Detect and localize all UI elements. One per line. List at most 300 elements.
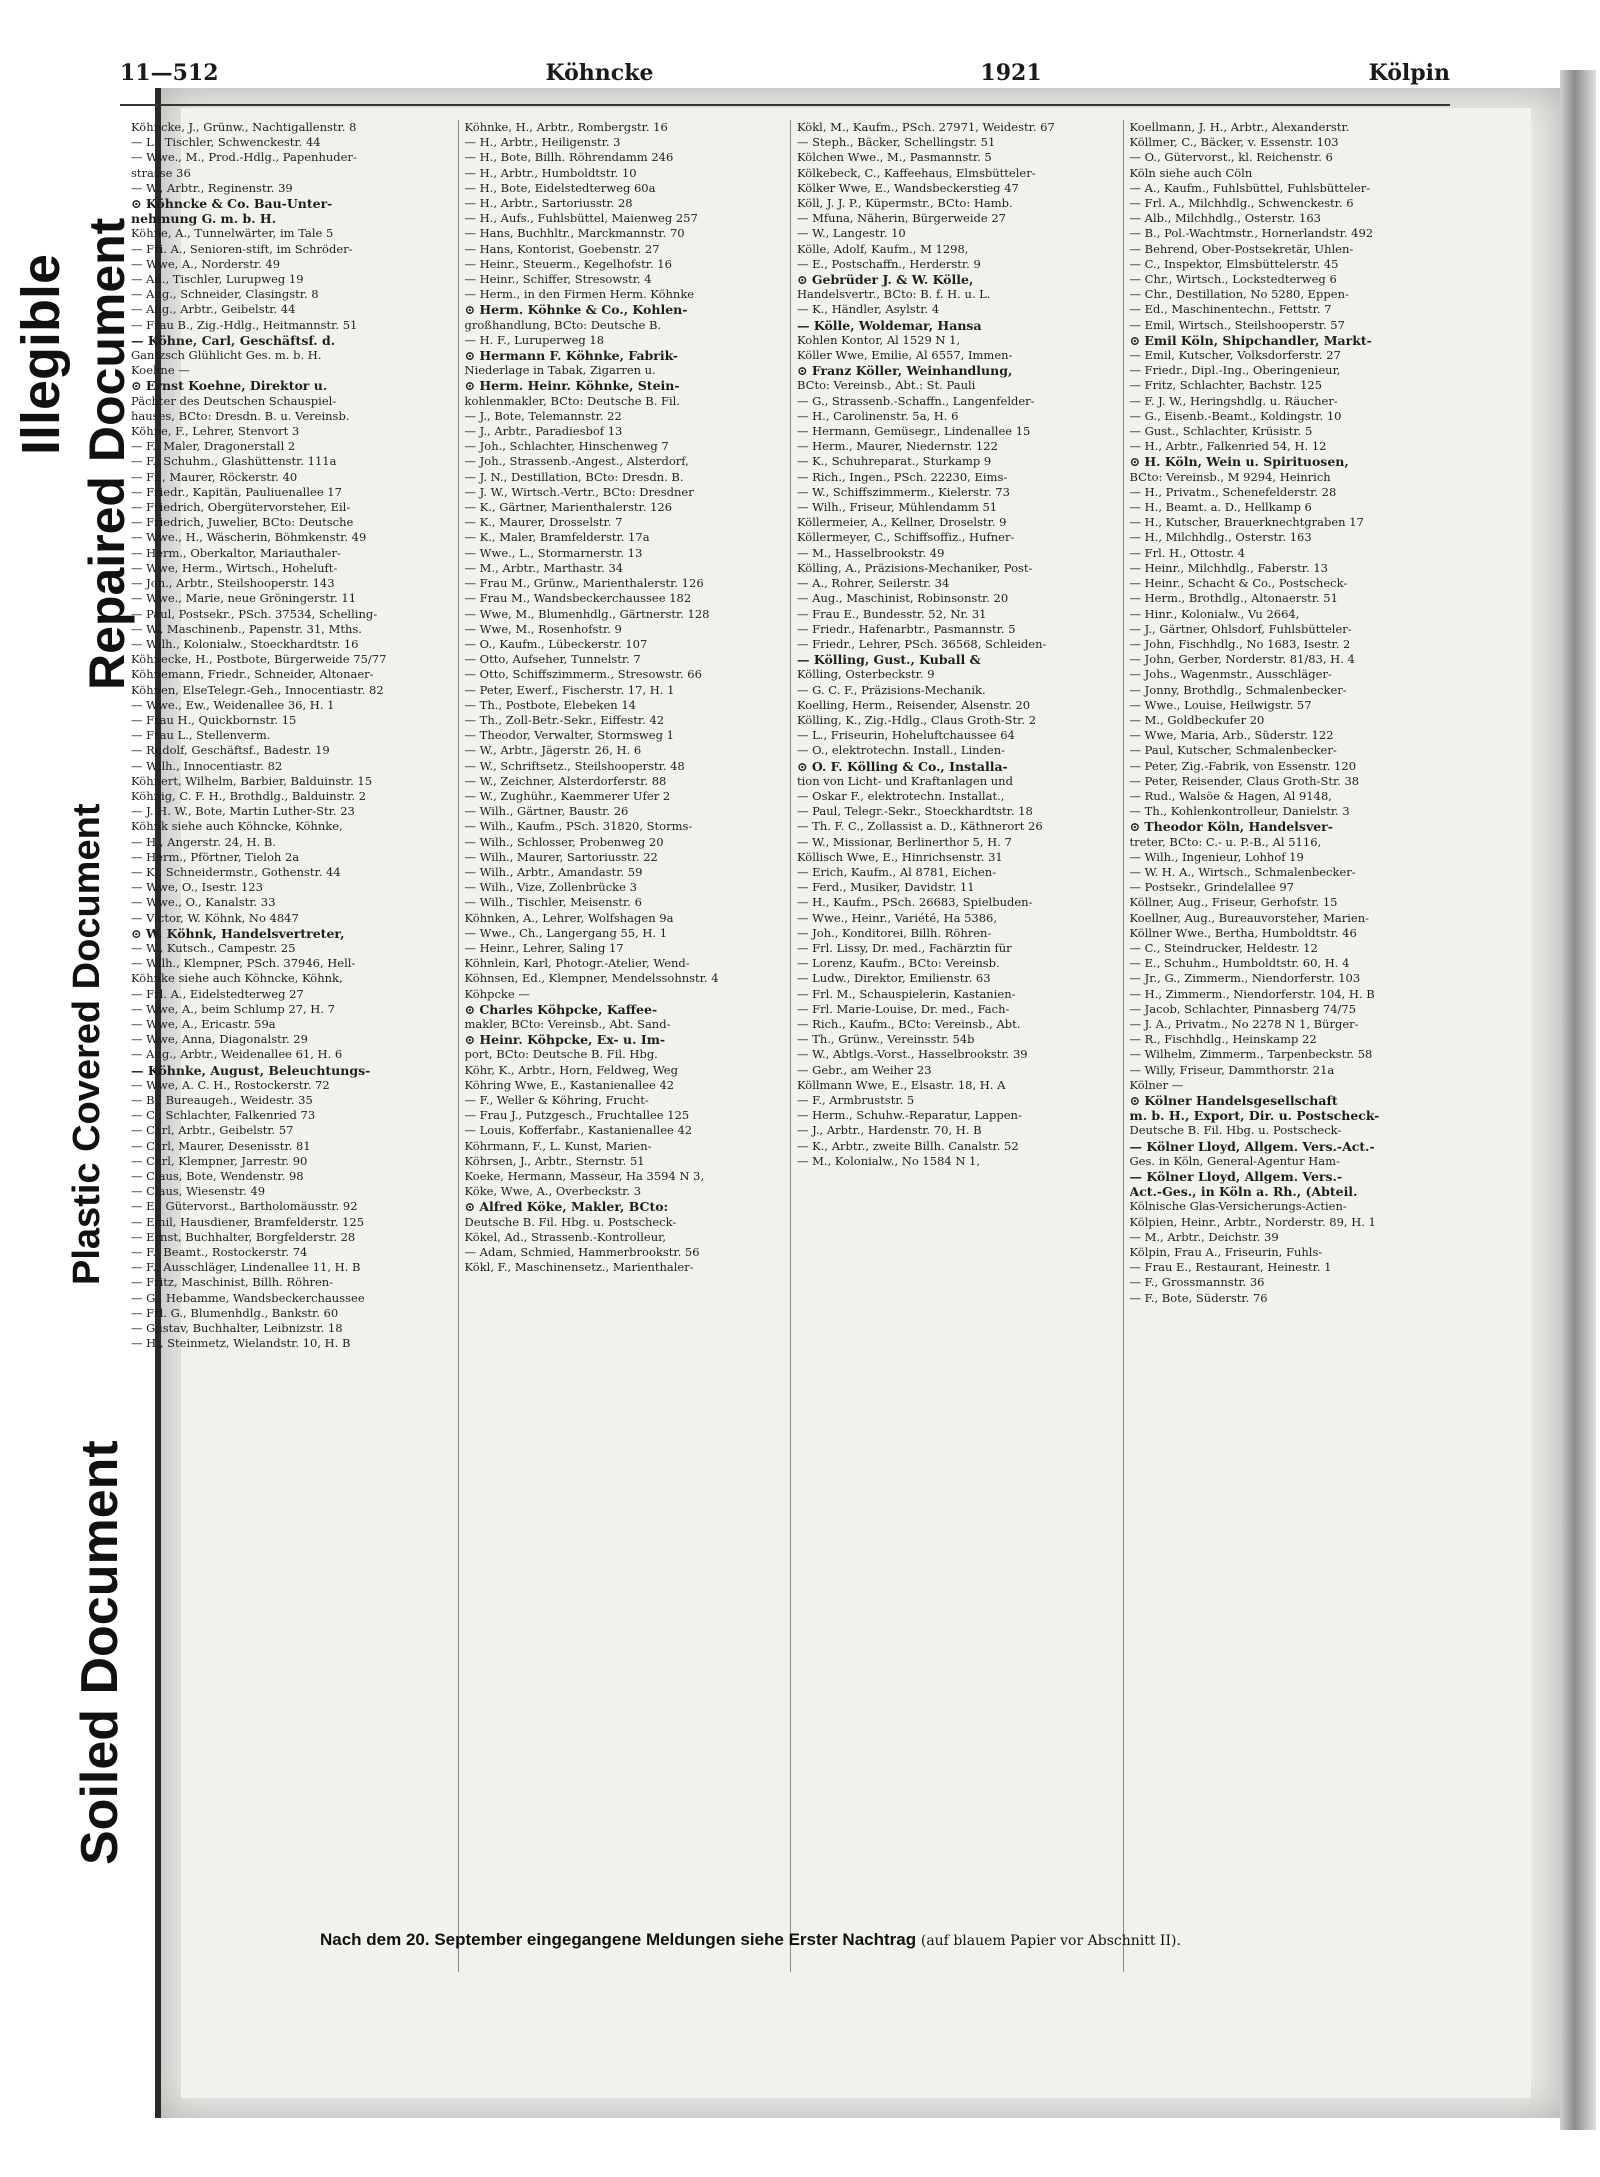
directory-entry: — H., Bote, Eidelstedterweg 60a [464,180,656,195]
directory-entry: — Johs., Wagenmstr., Ausschläger- [1129,667,1332,682]
directory-entry: ⊙ Alfred Köke, Makler, BCto: [464,1199,669,1215]
directory-entry: — Frl. H., Ottostr. 4 [1129,545,1246,560]
directory-entry: — W., Arbtr., Jägerstr. 26, H. 6 [464,743,642,758]
directory-entry: — Fritz, Maschinist, Billh. Röhren- [131,1275,334,1290]
head-right-word: Kölpin [1368,60,1450,86]
directory-entry: — Alb., Milchhdlg., Osterstr. 163 [1129,211,1321,226]
directory-entry: Köhr, K., Arbtr., Horn, Feldweg, Weg [464,1062,678,1077]
directory-entry: — Aug., Maschinist, Robinsonstr. 20 [797,591,1009,606]
directory-column-4 [1123,120,1446,1972]
directory-entry: — H., Arbtr., Falkenried 54, H. 12 [1129,439,1327,454]
directory-entry: Köll, J. J. P., Küpermstr., BCto: Hamb. [797,196,1013,211]
directory-entry: Köllermeyer, C., Schiffsoffiz., Hufner- [797,530,1015,545]
directory-entry: — Rich., Ingen., PSch. 22230, Eims- [797,469,1008,484]
directory-entry: — Postsekr., Grindelallee 97 [1129,880,1294,895]
directory-entry: — Carl, Klempner, Jarrestr. 90 [131,1153,308,1168]
directory-entry: ⊙ Theodor Köln, Handelsver- [1129,819,1333,835]
directory-entry: Köke, Wwe, A., Overbeckstr. 3 [464,1184,642,1199]
directory-entry: Handelsvertr., BCto: B. f. H. u. L. [797,287,991,302]
directory-entry: Köhne, F., Lehrer, Stenvort 3 [131,424,300,439]
directory-entry: — H., Arbtr., Humboldtstr. 10 [464,165,637,180]
directory-entry: — Wwe, A., Norderstr. 49 [131,256,281,271]
directory-entry: — Aug., Schneider, Clasingstr. 8 [131,287,319,302]
directory-entry: — J. A., Privatm., No 2278 N 1, Bürger- [1129,1016,1359,1031]
directory-entry: — F., Bote, Süderstr. 76 [1129,1290,1268,1305]
directory-entry: — Ludw., Direktor, Emilienstr. 63 [797,971,991,986]
directory-entry: — Frau E., Bundesstr. 52, Nr. 31 [797,606,987,621]
label-plastic-covered-document: Plastic Covered Document [66,803,108,1285]
directory-entry: — Oskar F., elektrotechn. Installat., [797,788,1005,803]
directory-entry: Gantzsch Glühlicht Ges. m. b. H. [131,348,322,363]
directory-entry: Köhrmann, F., L. Kunst, Marien- [464,1138,652,1153]
directory-entry: Köllermeier, A., Kellner, Droselstr. 9 [797,515,1007,530]
book-edge [1560,70,1596,2130]
directory-entry: — H., Milchhdlg., Osterstr. 163 [1129,530,1312,545]
directory-entry: — Gustav, Buchhalter, Leibnizstr. 18 [131,1321,343,1336]
directory-entry: Köhnke, H., Arbtr., Rombergstr. 16 [464,120,668,134]
directory-entry: — Chr., Destillation, No 5280, Eppen- [1129,287,1349,302]
directory-entry: Kölker Wwe, E., Wandsbeckerstieg 47 [797,180,1019,195]
directory-entry: — W., Arbtr., Reginenstr. 39 [131,180,293,195]
directory-entry: — F., Weller & Köhring, Frucht- [464,1093,649,1107]
directory-entry: — Frau B., Zig.-Hdlg., Heitmannstr. 51 [131,317,358,332]
directory-entry: — John, Gerber, Norderstr. 81/83, H. 4 [1129,652,1355,667]
directory-entry: — H., Steinmetz, Wielandstr. 10, H. B [131,1336,351,1351]
directory-entry: ⊙ Gebrüder J. & W. Kölle, [797,272,974,288]
directory-entry: — Aug., Arbtr., Weidenallee 61, H. 6 [131,1047,343,1062]
directory-entry: — F., Ausschläger, Lindenallee 11, H. B [131,1260,361,1275]
directory-entry: Ges. in Köln, General-Agentur Ham- [1129,1153,1340,1168]
directory-entry: Koeke, Hermann, Masseur, Ha 3594 N 3, [464,1169,705,1184]
directory-entry: — Friedr., Dipl.-Ing., Oberingenieur, [1129,363,1341,378]
directory-entry: — Wwe, O., Isestr. 123 [131,880,263,895]
directory-entry: — Adam, Schmied, Hammerbrookstr. 56 [464,1245,700,1260]
directory-entry: Köllisch Wwe, E., Hinrichsenstr. 31 [797,849,1003,864]
directory-entry: — L., Tischler, Schwenckestr. 44 [131,135,321,150]
directory-entry: — W., Maschinenb., Papenstr. 31, Mths. [131,621,362,636]
directory-entry: — Kölle, Woldemar, Hansa [797,317,982,333]
directory-entry: m. b. H., Export, Dir. u. Postscheck- [1129,1108,1380,1124]
directory-entry: — Lorenz, Kaufm., BCto: Vereinsb. [797,956,1000,971]
directory-entry: — Frau H., Quickbornstr. 15 [131,712,297,727]
directory-entry: — Hans, Buchhltr., Marckmannstr. 70 [464,226,685,241]
directory-entry: — Wilh., Maurer, Sartoriusstr. 22 [464,849,658,864]
directory-entry: — W., Kutsch., Campestr. 25 [131,940,296,955]
directory-entry: — H., Zimmerm., Niendorferstr. 104, H. B [1129,986,1375,1001]
head-left-word: Köhncke [545,60,654,86]
directory-entry: — Wilh., Ingenieur, Lohhof 19 [1129,849,1304,864]
directory-entry: Kohlen Kontor, Al 1529 N 1, [797,332,961,347]
directory-entry: — Hans, Kontorist, Goebenstr. 27 [464,241,660,256]
directory-entry: Köhring Wwe, E., Kastanienallee 42 [464,1077,675,1092]
directory-entry: — M., Kolonialw., No 1584 N 1, [797,1153,981,1168]
directory-entry: — Peter, Reisender, Claus Groth-Str. 38 [1129,773,1360,788]
directory-entry: — Peter, Zig.-Fabrik, von Essenstr. 120 [1129,758,1357,773]
directory-entry: — Frl. A., Eidelstedterweg 27 [131,986,304,1001]
directory-entry: Kölling, A., Präzisions-Mechaniker, Post- [797,560,1033,575]
directory-entry: — E., Postschaffn., Herderstr. 9 [797,256,981,271]
directory-entry: — Carl, Arbtr., Geibelstr. 57 [131,1123,294,1138]
directory-entry: — Herm., Maurer, Niedernstr. 122 [797,439,998,454]
directory-entry: ⊙ Köhncke & Co. Bau-Unter- [131,196,333,212]
directory-entry: — B., Pol.-Wachtmstr., Hornerlandstr. 492 [1129,226,1374,241]
directory-columns [125,120,1445,1972]
directory-column-1 [125,120,448,1972]
directory-entry: — J. W., Wirtsch.-Vertr., BCto: Dresdner [464,484,694,499]
directory-entry: — Kölner Lloyd, Allgem. Vers.- [1129,1169,1343,1185]
directory-entry: — M., Hasselbrookstr. 49 [797,545,945,560]
directory-entry: port, BCto: Deutsche B. Fil. Hbg. [464,1047,658,1062]
directory-entry: — G., Hebamme, Wandsbeckerchaussee [131,1290,365,1305]
directory-entry: Kölling, K., Zig.-Hdlg., Claus Groth-Str. 2 [797,712,1037,727]
directory-entry: Köhnert, Wilhelm, Barbier, Balduinstr. 15 [131,773,373,788]
directory-entry: — Wilhelm, Zimmerm., Tarpenbeckstr. 58 [1129,1047,1373,1062]
directory-entry: — W., Abtlgs.-Vorst., Hasselbrookstr. 39 [797,1047,1028,1062]
directory-entry: — Friedrich, Obergütervorsteher, Eil- [131,500,351,515]
directory-entry: Köhnke siehe auch Köhncke, Köhnk, [131,971,343,986]
directory-entry: — Th., Postbote, Elebeken 14 [464,697,636,712]
directory-entry: — Emil, Hausdiener, Bramfelderstr. 125 [131,1214,365,1229]
directory-entry: — Frl. A., Milchhdlg., Schwenckestr. 6 [1129,196,1354,211]
directory-entry: — Friedr., Hafenarbtr., Pasmannstr. 5 [797,621,1016,636]
directory-entry: — H., Beamt. a. D., Hellkamp 6 [1129,500,1312,515]
directory-entry: BCto: Vereinsb., M 9294, Heinrich [1129,469,1331,484]
directory-entry: — J., Arbtr., Paradiesbof 13 [464,424,623,439]
directory-entry: Köllner, Aug., Friseur, Gerhofstr. 15 [1129,895,1338,910]
directory-entry: — K., Schuhreparat., Sturkamp 9 [797,454,992,469]
directory-entry: BCto: Vereinsb., Abt.: St. Pauli [797,378,976,393]
directory-entry: — Wwe, M., Rosenhofstr. 9 [464,621,622,636]
directory-entry: — Joh., Schlachter, Hinschenweg 7 [464,439,669,454]
directory-entry: — Erich, Kaufm., Al 8781, Eichen- [797,864,997,879]
directory-entry: — C., Schlachter, Falkenried 73 [131,1108,316,1123]
directory-entry: ⊙ Hermann F. Köhnke, Fabrik- [464,348,678,364]
directory-entry: Koellmann, J. H., Arbtr., Alexanderstr. [1129,120,1350,134]
directory-entry: ⊙ Franz Köller, Weinhandlung, [797,363,1013,379]
directory-entry: — H. F., Luruperweg 18 [464,332,605,347]
directory-entry: — Emil, Wirtsch., Steilshooperstr. 57 [1129,317,1345,332]
directory-entry: — Herm., in den Firmen Herm. Köhnke [464,287,695,302]
directory-entry: — Heinr., Steuerm., Kegelhofstr. 16 [464,256,672,271]
directory-entry: — Wwe., Ch., Langergang 55, H. 1 [464,925,668,940]
directory-entry: strasse 36 [131,165,191,180]
directory-entry: Köhncke, J., Grünw., Nachtigallenstr. 8 [131,120,357,134]
directory-entry: ⊙ Ernst Koehne, Direktor u. [131,378,328,394]
directory-entry: — F., Grossmannstr. 36 [1129,1275,1265,1290]
directory-entry: — Wilh., Kaufm., PSch. 31820, Storms- [464,819,693,834]
directory-entry: — Wwe., Louise, Heilwigstr. 57 [1129,697,1312,712]
directory-entry: Kölle, Adolf, Kaufm., M 1298, [797,241,969,256]
directory-entry: — H., Carolinenstr. 5a, H. 6 [797,408,959,423]
directory-entry: — F., Maler, Dragonerstall 2 [131,439,296,454]
directory-entry: — Wilh., Arbtr., Amandastr. 59 [464,864,643,879]
directory-entry: Koehne — [131,363,190,378]
directory-entry: Kölchen Wwe., M., Pasmannstr. 5 [797,150,992,165]
directory-entry: — M., Arbtr., Marthastr. 34 [464,560,624,575]
directory-entry: — Wilh., Gärtner, Baustr. 26 [464,804,629,819]
directory-entry: Köllner Wwe., Bertha, Humboldtstr. 46 [1129,925,1357,940]
directory-entry: — Paul, Telegr.-Sekr., Stoeckhardtstr. 18 [797,804,1033,819]
directory-entry: — A., Kaufm., Fuhlsbüttel, Fuhlsbütteler- [1129,180,1371,195]
directory-entry: Köhnken, A., Lehrer, Wolfshagen 9a [464,910,674,925]
directory-entry: makler, BCto: Vereinsb., Abt. Sand- [464,1016,671,1031]
directory-entry: — F. J. W., Heringshdlg. u. Räucher- [1129,393,1338,408]
directory-entry: — A., Rohrer, Seilerstr. 34 [797,576,950,591]
label-repaired-document: Repaired Document [79,217,135,690]
directory-entry: — Wwe, A. C. H., Rostockerstr. 72 [131,1077,330,1092]
directory-entry: Kölner — [1129,1077,1184,1092]
directory-entry: — Wwe., Heinr., Variété, Ha 5386, [797,910,997,925]
directory-entry: — Th., Zoll-Betr.-Sekr., Eiffestr. 42 [464,712,665,727]
directory-entry: — Wwe, Anna, Diagonalstr. 29 [131,1032,308,1047]
directory-entry: — Frl. G., Blumenhdlg., Bankstr. 60 [131,1305,339,1320]
directory-entry: — J., Bote, Telemannstr. 22 [464,408,622,423]
directory-entry: — Heinr., Milchhdlg., Faberstr. 13 [1129,560,1328,575]
directory-entry: — Th. F. C., Zollassist a. D., Käthnerort 26 [797,819,1043,834]
directory-entry: ⊙ Charles Köhpcke, Kaffee- [464,1001,658,1017]
directory-entry: — Herm., Oberkaltor, Mariauthaler- [131,545,341,560]
directory-entry: — Wwe, M., Blumenhdlg., Gärtnerstr. 128 [464,606,710,621]
directory-entry: großhandlung, BCto: Deutsche B. [464,317,662,332]
directory-entry: — Friedr., Lehrer, PSch. 36568, Schleiden- [797,636,1047,651]
directory-entry: — Fri. A., Senioren-stift, im Schröder- [131,241,353,256]
directory-entry: — Frau M., Grünw., Marienthalerstr. 126 [464,576,704,591]
directory-entry: — W., Schiffszimmerm., Kielerstr. 73 [797,484,1010,499]
directory-column-2 [458,120,781,1972]
directory-entry: — F., Schuhm., Glashüttenstr. 111a [131,454,337,469]
directory-entry: — Behrend, Ober-Postsekretär, Uhlen- [1129,241,1354,256]
directory-entry: ⊙ H. Köln, Wein u. Spirituosen, [1129,454,1349,470]
directory-entry: — K., Maler, Bramfelderstr. 17a [464,530,650,545]
label-soiled-document: Soiled Document [71,1440,129,1865]
directory-entry: — Heinr., Lehrer, Saling 17 [464,940,624,955]
directory-entry: — E., Schuhm., Humboldtstr. 60, H. 4 [1129,956,1350,971]
directory-entry: — Wwe., O., Kanalstr. 33 [131,895,276,910]
head-year: 1921 [980,60,1042,86]
directory-entry: — Otto, Aufseher, Tunnelstr. 7 [464,652,641,667]
directory-entry: — John, Fischhdlg., No 1683, Isestr. 2 [1129,636,1351,651]
directory-entry: — Joh., Arbtr., Steilshooperstr. 143 [131,576,335,591]
directory-entry: — H., Privatm., Schenefelderstr. 28 [1129,484,1337,499]
directory-entry: — Th., Grünw., Vereinsstr. 54b [797,1032,975,1047]
directory-entry: — H., Arbtr., Sartoriusstr. 28 [464,196,633,211]
directory-entry: — H., Bote, Billh. Röhrendamm 246 [464,150,674,165]
directory-entry: — G., Eisenb.-Beamt., Koldingstr. 10 [1129,408,1342,423]
directory-entry: — F., Armbruststr. 5 [797,1093,915,1107]
directory-entry: — O., Gütervorst., kl. Reichenstr. 6 [1129,150,1333,165]
directory-entry: Niederlage in Tabak, Zigarren u. [464,363,656,378]
directory-entry: — W., Schriftsetz., Steilshooperstr. 48 [464,758,685,773]
directory-entry: Köllmer, C., Bäcker, v. Essenstr. 103 [1129,135,1339,150]
directory-entry: — Wwe, Maria, Arb., Süderstr. 122 [1129,728,1334,743]
directory-entry: — Jonny, Brothdlg., Schmalenbecker- [1129,682,1347,697]
directory-entry: — Fritz, Schlachter, Bachstr. 125 [1129,378,1323,393]
footer-note [320,1930,1181,1950]
directory-entry: — W., Zeichner, Alsterdorferstr. 88 [464,773,667,788]
directory-entry: — Wilh., Kolonialw., Stoeckhardtstr. 16 [131,636,359,651]
directory-entry: — Wilh., Innocentiastr. 82 [131,758,283,773]
directory-entry: — Köhnke, August, Beleuchtungs- [131,1062,371,1078]
directory-entry: treter, BCto: C.- u. P.-B., Al 5116, [1129,834,1322,849]
directory-entry: — H., Kaufm., PSch. 26683, Spielbuden- [797,895,1033,910]
directory-entry: — H., Angerstr. 24, H. B. [131,834,276,849]
directory-entry: — Ferd., Musiker, Davidstr. 11 [797,880,975,895]
directory-entry: — Louis, Kofferfabr., Kastanienallee 42 [464,1123,693,1138]
directory-entry: Köhnk siehe auch Köhncke, Köhnke, [131,819,343,834]
directory-entry: — G. C. F., Präzisions-Mechanik. [797,682,986,697]
directory-entry: — Theodor, Verwalter, Stormsweg 1 [464,728,674,743]
directory-entry: — C., Inspektor, Elmsbüttelerstr. 45 [1129,256,1339,271]
directory-entry: ⊙ Heinr. Köhpcke, Ex- u. Im- [464,1032,666,1048]
directory-entry: — Wwe., Ew., Weidenallee 36, H. 1 [131,697,335,712]
directory-entry: Köhne, A., Tunnelwärter, im Tale 5 [131,226,334,241]
directory-entry: nehmung G. m. b. H. [131,211,277,227]
directory-entry: — H., Kutscher, Brauerknechtgraben 17 [1129,515,1364,530]
directory-entry: Köln siehe auch Cöln [1129,165,1253,180]
directory-entry: — Jr., G., Zimmerm., Niendorferstr. 103 [1129,971,1361,986]
directory-entry: Köhnecke, H., Postbote, Bürgerweide 75/77 [131,652,387,667]
directory-entry: Köhnig, C. F. H., Brothdlg., Balduinstr. 2 [131,788,367,803]
directory-entry: Köllmann Wwe, E., Elsastr. 18, H. A [797,1077,1006,1092]
directory-entry: — Frau J., Putzgesch., Fruchtallee 125 [464,1108,690,1123]
running-head [120,60,1450,106]
directory-entry: Kölnische Glas-Versicherungs-Actien- [1129,1199,1347,1214]
directory-entry: — W., Zughühr., Kaemmerer Ufer 2 [464,788,671,803]
directory-entry: — Ed., Maschinentechn., Fettstr. 7 [1129,302,1332,317]
directory-entry: Köhrsen, J., Arbtr., Sternstr. 51 [464,1153,645,1168]
directory-entry: — B., Bureaugeh., Weidestr. 35 [131,1093,313,1107]
directory-entry: — Frau M., Wandsbeckerchaussee 182 [464,591,692,606]
directory-entry: ⊙ Herm. Heinr. Köhnke, Stein- [464,378,680,394]
directory-entry: — Wilh., Klempner, PSch. 37946, Hell- [131,956,356,971]
directory-entry: — Mfuna, Näherin, Bürgerweide 27 [797,211,1006,226]
directory-entry: — Heinr., Schacht & Co., Postscheck- [1129,576,1348,591]
directory-entry: Köhnen, ElseTelegr.-Geh., Innocentiastr. 82 [131,682,384,697]
directory-entry: — O., elektrotechn. Install., Linden- [797,743,1005,758]
label-illegible: Illegible [11,253,71,455]
directory-entry: — Kölling, Gust., Kuball & [797,652,981,668]
directory-entry: — Joh., Strassenb.-Angest., Alsterdorf, [464,454,689,469]
directory-entry: — Frl. Marie-Louise, Dr. med., Fach- [797,1001,1010,1016]
directory-entry: — Herm., Schuhw.-Reparatur, Lappen- [797,1108,1022,1123]
directory-entry: — J., Gärtner, Ohlsdorf, Fuhlsbütteler- [1129,621,1352,636]
directory-entry: — Carl, Maurer, Desenisstr. 81 [131,1138,311,1153]
directory-entry: kohlenmakler, BCto: Deutsche B. Fil. [464,393,681,408]
directory-entry: — Herm., Brothdlg., Altonaerstr. 51 [1129,591,1338,606]
directory-entry: — Rich., Kaufm., BCto: Vereinsb., Abt. [797,1016,1021,1031]
directory-entry: — Wilh., Schlosser, Probenweg 20 [464,834,664,849]
directory-entry: — Wilh., Vize, Zollenbrücke 3 [464,880,637,895]
directory-entry: — W., Missionar, Berlinerthor 5, H. 7 [797,834,1012,849]
directory-entry: — H., Arbtr., Heiligenstr. 3 [464,135,621,150]
directory-entry: — G., Strassenb.-Schaffn., Langenfelder- [797,393,1035,408]
directory-entry: — Hinr., Kolonialw., Vu 2664, [1129,606,1300,621]
directory-entry: — Friedrich, Juwelier, BCto: Deutsche [131,515,354,530]
directory-entry: — Victor, W. Köhnk, No 4847 [131,910,299,925]
directory-entry: Köhpcke — [464,986,530,1001]
directory-entry: — Heinr., Schiffer, Stresowstr. 4 [464,272,652,287]
directory-entry: — Frl. Lissy, Dr. med., Fachärztin für [797,940,1012,955]
directory-entry: — Willy, Friseur, Dammthorstr. 21a [1129,1062,1335,1077]
directory-entry: Köhnsen, Ed., Klempner, Mendelssohnstr. 4 [464,971,719,986]
directory-entry: ⊙ W. Köhnk, Handelsvertreter, [131,925,345,941]
directory-entry: — Emil, Kutscher, Volksdorferstr. 27 [1129,348,1341,363]
directory-entry: — Peter, Ewerf., Fischerstr. 17, H. 1 [464,682,675,697]
directory-column-3 [790,120,1113,1972]
directory-entry: — Frau E., Restaurant, Heinestr. 1 [1129,1260,1332,1275]
directory-entry: — Wwe., H., Wäscherin, Böhmkenstr. 49 [131,530,367,545]
directory-entry: — K., Händler, Asylstr. 4 [797,302,940,317]
directory-entry: Kölling, Osterbeckstr. 9 [797,667,935,682]
directory-entry: — Otto, Schiffszimmerm., Stresowstr. 66 [464,667,702,682]
directory-entry: — Wilh., Friseur, Mühlendamm 51 [797,500,998,515]
directory-entry: — Hermann, Gemüsegr., Lindenallee 15 [797,424,1031,439]
directory-entry: — Ad., Tischler, Lurupweg 19 [131,272,304,287]
directory-entry: — J. N., Destillation, BCto: Dresdn. B. [464,469,684,484]
directory-entry: — L., Friseurin, Hoheluftchaussee 64 [797,728,1015,743]
directory-entry: — Frau L., Stellenverm. [131,728,271,743]
directory-entry: Köhnlein, Karl, Photogr.-Atelier, Wend- [464,956,690,971]
directory-entry: — K., Gärtner, Marienthalerstr. 126 [464,500,673,515]
directory-entry: — Steph., Bäcker, Schellingstr. 51 [797,135,996,150]
directory-entry: — Aug., Arbtr., Geibelstr. 44 [131,302,296,317]
directory-entry: — R., Fischhdlg., Heinskamp 22 [1129,1032,1317,1047]
directory-entry: hauses, BCto: Dresdn. B. u. Vereinsb. [131,408,350,423]
directory-entry: Deutsche B. Fil. Hbg. u. Postscheck- [464,1214,677,1229]
directory-entry: Pächter des Deutschen Schauspiel- [131,393,337,408]
directory-entry: — K., Maurer, Drosselstr. 7 [464,515,623,530]
directory-entry: — Gust., Schlachter, Krüsistr. 5 [1129,424,1313,439]
directory-entry: Deutsche B. Fil. Hbg. u. Postscheck- [1129,1123,1342,1138]
directory-entry: — Ernst, Buchhalter, Borgfelderstr. 28 [131,1229,356,1244]
directory-entry: — Wwe, A., beim Schlump 27, H. 7 [131,1001,335,1016]
directory-entry: — C., Steindrucker, Heldestr. 12 [1129,940,1318,955]
directory-entry: — Friedr., Kapitän, Pauliuenallee 17 [131,484,342,499]
directory-entry: — J., Arbtr., Hardenstr. 70, H. B [797,1123,982,1138]
directory-entry: ⊙ Herm. Köhnke & Co., Kohlen- [464,302,688,318]
directory-entry: Kölkebeck, C., Kaffeehaus, Elmsbütteler- [797,165,1036,180]
directory-entry: — E., Gütervorst., Bartholomäusstr. 92 [131,1199,358,1214]
directory-entry: — M., Goldbeckufer 20 [1129,712,1265,727]
directory-entry: Kökl, F., Maschinensetz., Marienthaler- [464,1260,694,1275]
footer-paren: (auf blauem Papier vor Abschnitt II). [920,1933,1181,1949]
directory-entry: — K., Schneidermstr., Gothenstr. 44 [131,864,341,879]
directory-entry: Koellner, Aug., Bureauvorsteher, Marien- [1129,910,1369,925]
directory-entry: — Wilh., Tischler, Meisenstr. 6 [464,895,642,910]
directory-entry: Kölpien, Heinr., Arbtr., Norderstr. 89, H. 1 [1129,1214,1376,1229]
directory-entry: Kökel, Ad., Strassenb.-Kontrolleur, [464,1229,666,1244]
directory-entry: — Gebr., am Weiher 23 [797,1062,932,1077]
directory-entry: — Rud., Walsöe & Hagen, Al 9148, [1129,788,1332,803]
directory-entry: — Fr., Maurer, Röckerstr. 40 [131,469,298,484]
page-number: 11—512 [120,60,219,86]
directory-entry: — Paul, Kutscher, Schmalenbecker- [1129,743,1337,758]
directory-entry: — Köhne, Carl, Geschäftsf. d. [131,332,336,348]
directory-entry: — Claus, Wiesenstr. 49 [131,1184,266,1199]
directory-entry: — Th., Kohlenkontrolleur, Danielstr. 3 [1129,804,1350,819]
directory-entry: Köhnemann, Friedr., Schneider, Altonaer- [131,667,374,682]
directory-entry: — Paul, Postsekr., PSch. 37534, Schelling- [131,606,378,621]
directory-entry: — O., Kaufm., Lübeckerstr. 107 [464,636,648,651]
footer-main: Nach dem 20. September eingegangene Meldungen siehe Erster Nachtrag [320,1930,917,1949]
directory-entry: — F., Beamt., Rostockerstr. 74 [131,1245,308,1260]
directory-entry: — Chr., Wirtsch., Lockstedterweg 6 [1129,272,1337,287]
directory-entry: — Joh., Konditorei, Billh. Röhren- [797,925,992,940]
directory-entry: — J. H. W., Bote, Martin Luther-Str. 23 [131,804,355,819]
directory-entry: — Wwe., L., Stormarnerstr. 13 [464,545,643,560]
directory-entry: — Frl. M., Schauspielerin, Kastanien- [797,986,1016,1001]
directory-entry: — Wwe., M., Prod.-Hdlg., Papenhuder- [131,150,357,165]
